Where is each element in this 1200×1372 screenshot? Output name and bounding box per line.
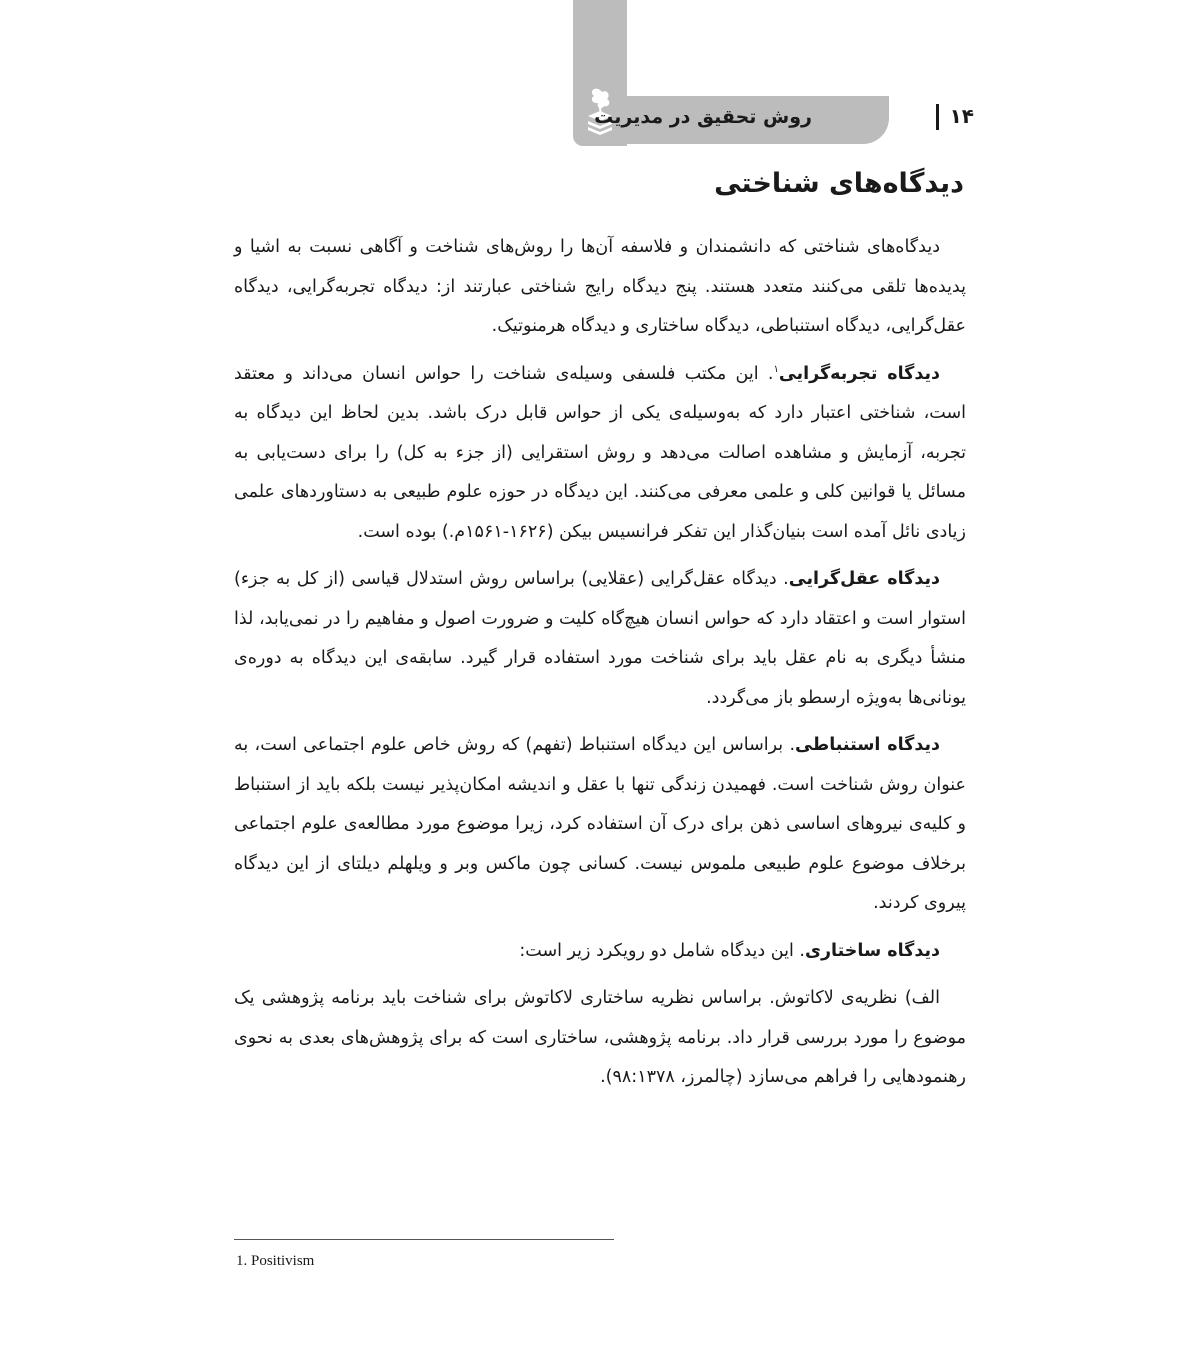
structural-paragraph — [234, 932, 966, 972]
structural-heading: دیدگاه ساختاری — [804, 940, 940, 961]
rationalism-text: . دیدگاه عقل‌گرایی (عقلایی) براساس روش استدلال قیاسی (از کل به جزء) استوار است و اعتقاد دارد که حواس انسان هیچ‌گاه کلیت و ضرورت اصول و مفاهیم را در نمی‌یابد، لذا منشأ دیگری به نام عقل باید برای شناخت مورد استفاده قرار گیرد. سابقه‌ی این دیدگاه به دوره‌ی یونانی‌ها به‌ویژه ارسطو باز می‌گردد. — [234, 569, 966, 708]
empiricism-paragraph — [234, 355, 966, 553]
footnote-marker: ۱ — [773, 363, 779, 375]
footnote-divider — [234, 1239, 614, 1240]
running-header-title: روش تحقیق در مدیریت — [594, 106, 812, 128]
rationalism-heading: دیدگاه عقل‌گرایی — [788, 569, 940, 589]
section-title: دیدگاه‌های شناختی — [714, 168, 964, 199]
rationalism-paragraph — [234, 560, 966, 718]
empiricism-heading: دیدگاه تجربه‌گرایی — [778, 363, 940, 384]
structural-text: . این دیدگاه شامل دو رویکرد زیر است: — [519, 940, 805, 961]
empiricism-text: . این مکتب فلسفی وسیله‌ی شناخت را حواس انسان می‌داند و معتقد است، شناختی اعتبار دارد که به‌وسیله‌ی یکی از حواس قابل درک باشد. بدین لحاظ این دیدگاه به تجربه، آزمایش و مشاهده اصالت می‌دهد و روش استقرایی (از جزء به کل) را برای دست‌یابی به مسائل یا قوانین کلی و علمی معرفی می‌کنند. این دیدگاه در حوزه علوم طبیعی به دستاوردهای علمی زیادی نائل آمده است بنیان‌گذار این تفکر فرانسیس بیکن (۱۶۲۶-۱۵۶۱م.) بوده است. — [234, 363, 966, 542]
inferential-paragraph — [234, 726, 966, 924]
body-text — [234, 228, 966, 1106]
inferential-text: . براساس این دیدگاه استنباط (تفهم) که روش خاص علوم اجتماعی است، به عنوان روش شناخت است. فهمیدن زندگی تنها با عقل و اندیشه امکان‌پذیر نیست بلکه باید از استنباط و کلیه‌ی نیروهای اساسی ذهن برای درک آن استفاده کرد، زیرا موضوع مورد مطالعه‌ی علوم اجتماعی برخلاف موضوع علوم طبیعی ملموس نیست. کسانی چون ماکس وبر و ویلهلم دیلتای از این دیدگاه پیروی کردند. — [234, 735, 966, 913]
inferential-heading: دیدگاه استنباطی — [795, 735, 940, 755]
lakatos-paragraph: الف) نظریه‌ی لاکاتوش. براساس نظریه ساختاری لاکاتوش برای شناخت باید برنامه پژوهشی یک موضوع را مورد بررسی قرار داد. برنامه پژوهشی، ساختاری است که برای پژوهش‌های بعدی به نحوی رهنمودهایی را فراهم می‌سازد (چالمرز، ۹۸:۱۳۷۸). — [234, 988, 966, 1087]
footnote: 1. Positivism — [236, 1253, 315, 1269]
intro-paragraph: دیدگاه‌های شناختی که دانشمندان و فلاسفه آن‌ها را روش‌های شناخت و آگاهی نسبت به اشیا و پدیده‌ها تلقی می‌کنند متعدد هستند. پنج دیدگاه رایج شناختی عبارتند از: دیدگاه تجربه‌گرایی، دیدگاه عقل‌گرایی، دیدگاه استنباطی، دیدگاه ساختاری و دیدگاه هرمنوتیک. — [234, 237, 966, 336]
page-number: ۱۴ — [949, 104, 974, 128]
header-divider — [936, 104, 939, 130]
